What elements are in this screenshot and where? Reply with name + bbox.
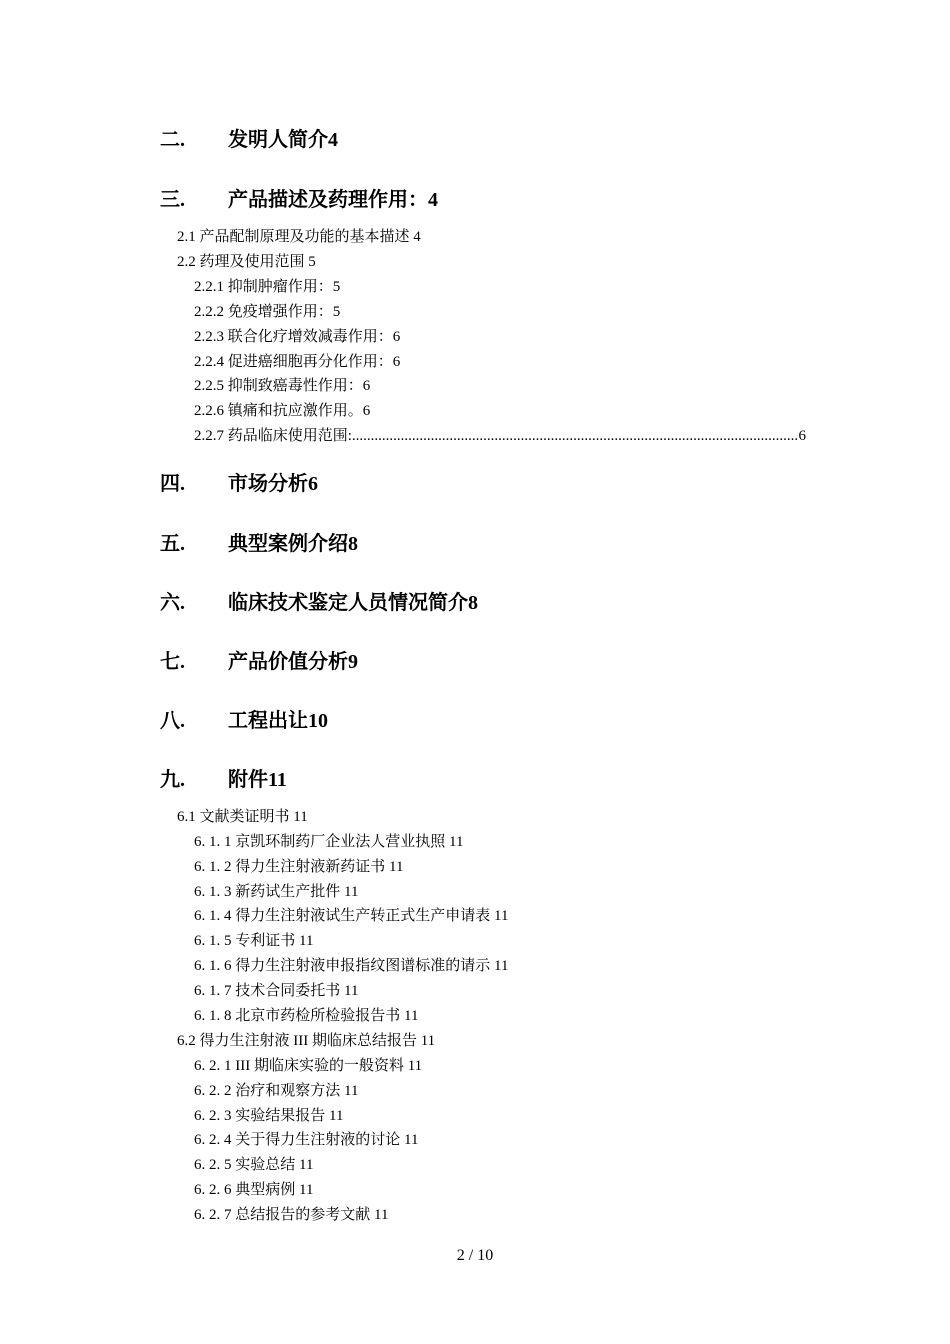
toc-entry-2-2-3[interactable]: 2.2.3 联合化疗增效减毒作用：6 — [194, 329, 401, 345]
toc-heading-5[interactable]: 五. 典型案例介绍8 — [160, 533, 358, 555]
toc-entry-6-2[interactable]: 6.2 得力生注射液 III 期临床总结报告 11 — [177, 1033, 436, 1049]
dot-leader — [352, 426, 799, 446]
toc-entry-2-2-6[interactable]: 2.2.6 镇痛和抗应激作用。6 — [194, 403, 371, 419]
toc-entry-2-2-1[interactable]: 2.2.1 抑制肿瘤作用：5 — [194, 279, 341, 295]
toc-entry-6-2-5[interactable]: 6. 2. 5 实验总结 11 — [194, 1157, 314, 1173]
toc-heading-4[interactable]: 四. 市场分析6 — [160, 473, 318, 495]
toc-entry-6-1-2[interactable]: 6. 1. 2 得力生注射液新药证书 11 — [194, 859, 404, 875]
toc-entry-6-2-3[interactable]: 6. 2. 3 实验结果报告 11 — [194, 1108, 344, 1124]
toc-entry-6-2-4[interactable]: 6. 2. 4 关于得力生注射液的讨论 11 — [194, 1132, 419, 1148]
toc-heading-7[interactable]: 七. 产品价值分析9 — [160, 651, 358, 673]
toc-entry-6-1[interactable]: 6.1 文献类证明书 11 — [177, 809, 308, 825]
toc-entry-2-2-7[interactable]: 2.2.7 药品临床使用范围: ..... 6 — [194, 426, 806, 446]
toc-entry-6-1-1[interactable]: 6. 1. 1 京凯环制药厂企业法人营业执照 11 — [194, 834, 464, 850]
toc-heading-6[interactable]: 六. 临床技术鉴定人员情况简介8 — [160, 592, 478, 614]
toc-entry-2-2-4[interactable]: 2.2.4 促进癌细胞再分化作用：6 — [194, 354, 401, 370]
toc-heading-8[interactable]: 八. 工程出让10 — [160, 710, 328, 732]
toc-entry-2-2-5[interactable]: 2.2.5 抑制致癌毒性作用：6 — [194, 378, 371, 394]
toc-entry-6-2-6[interactable]: 6. 2. 6 典型病例 11 — [194, 1182, 314, 1198]
toc-entry-6-2-1[interactable]: 6. 2. 1 III 期临床实验的一般资料 11 — [194, 1058, 423, 1074]
toc-entry-6-2-2[interactable]: 6. 2. 2 治疗和观察方法 11 — [194, 1083, 359, 1099]
toc-entry-2-1[interactable]: 2.1 产品配制原理及功能的基本描述 4 — [177, 229, 421, 245]
toc-heading-9[interactable]: 九. 附件11 — [160, 769, 287, 791]
toc-entry-6-1-6[interactable]: 6. 1. 6 得力生注射液申报指纹图谱标准的请示 11 — [194, 958, 509, 974]
page-number: 2 / 10 — [456, 1247, 494, 1264]
toc-entry-6-1-5[interactable]: 6. 1. 5 专利证书 11 — [194, 933, 314, 949]
toc-entry-6-1-8[interactable]: 6. 1. 8 北京市药检所检验报告书 11 — [194, 1008, 419, 1024]
toc-entry-6-1-7[interactable]: 6. 1. 7 技术合同委托书 11 — [194, 983, 359, 999]
toc-entry-2-2-2[interactable]: 2.2.2 免疫增强作用：5 — [194, 304, 341, 320]
toc-heading-2[interactable]: 二. 发明人简介4 — [160, 129, 338, 151]
toc-entry-2-2[interactable]: 2.2 药理及使用范围 5 — [177, 254, 316, 270]
toc-entry-6-2-7[interactable]: 6. 2. 7 总结报告的参考文献 11 — [194, 1207, 389, 1223]
toc-entry-6-1-3[interactable]: 6. 1. 3 新药试生产批件 11 — [194, 884, 359, 900]
toc-entry-6-1-4[interactable]: 6. 1. 4 得力生注射液试生产转正式生产申请表 11 — [194, 908, 509, 924]
toc-heading-3[interactable]: 三. 产品描述及药理作用：4 — [160, 189, 438, 211]
